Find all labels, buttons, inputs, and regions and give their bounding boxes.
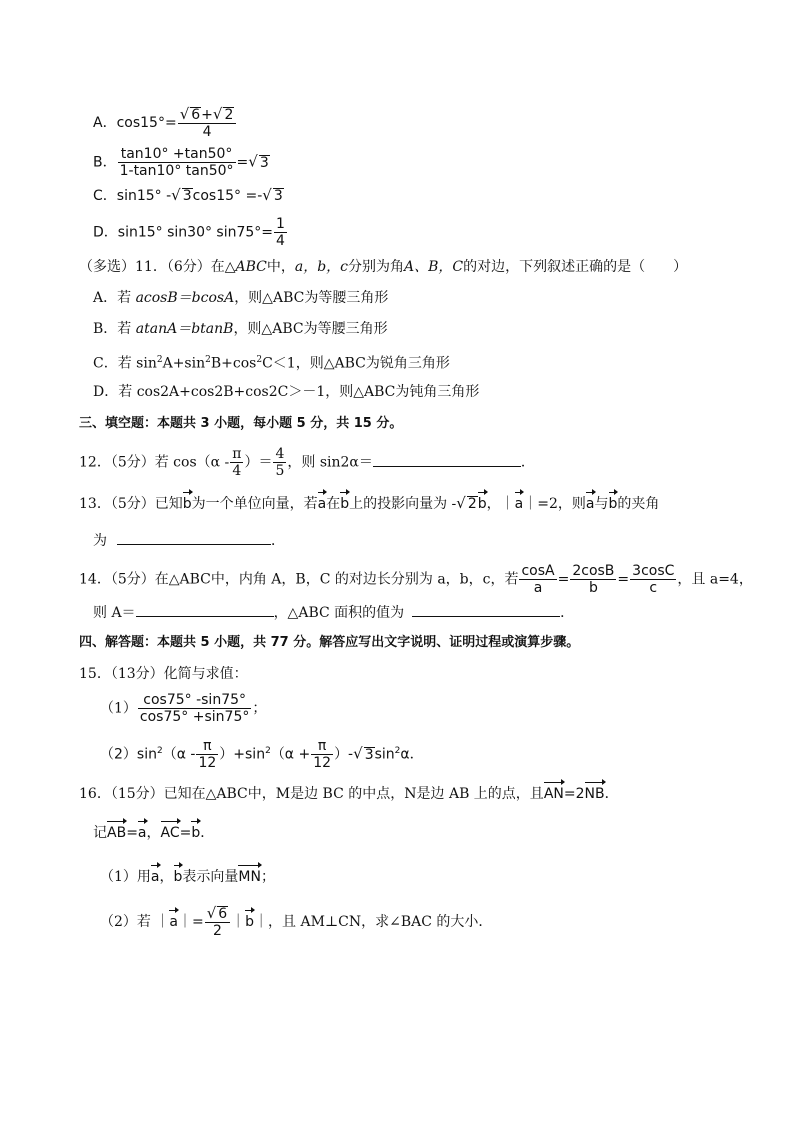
q14-line2: 则 A＝ ，△ABC 面积的值为 ．	[93, 602, 574, 622]
q11-option-d: D．若 cos2A+cos2B+cos2C＞－1，则△ABC为钝角三角形	[93, 384, 480, 400]
q10-option-d: D．sin15° sin30° sin75°= $\frac{1}{4}$	[93, 216, 285, 249]
q13-line1: 13．（5分）已知b为一个单位向量，若a在b上的投影向量为 -√ 2b，｜a｜=2，则a与b的夹角	[79, 494, 660, 512]
q11-option-b: B．若 atanA＝btanB，则△ABC为等腰三角形	[93, 321, 388, 337]
q13-answer-blank[interactable]	[117, 530, 271, 545]
q12-answer-blank[interactable]	[373, 452, 521, 467]
q11-stem: （多选）11．（6分）在△ABC中，a，b，c分别为角A、B，C的对边，下列叙述正确的是（ ）	[79, 259, 688, 275]
q14-answer-blank-a[interactable]	[136, 602, 274, 617]
q15-part1: （1） $\frac{\cos 75^\circ -\sin 75^\circ}{\cos 75^\circ +\sin 75^\circ}$ ；	[100, 692, 267, 725]
q11-option-c: C．若 $\sin^2A+\sin^2B+\cos^2C<1$，则△ABC为锐角三角形	[93, 355, 450, 372]
q16-part1: （1）用a，b表示向量MN；	[100, 869, 275, 885]
q14-line1: 14．（5分）在△ABC中，内角 A，B，C 的对边长分别为 a，b，c，若 $\frac{\cos A}{a}$ = $\frac{2\cos B}{b}$ = $\frac{3\cos C}{c}$ ，且 a=4，	[79, 563, 753, 596]
q15-stem: 15．（13分）化简与求值：	[79, 666, 248, 682]
q11-option-a: A．若 acosB＝bcosA，则△ABC为等腰三角形	[93, 290, 389, 306]
q12: 12．（5分）若 cos（α - $\frac{\pi}{4}$ ）＝ $\frac{4}{5}$ ，则 sin2α＝ ．	[79, 446, 535, 479]
q10-option-a: A．cos15°= $\frac{√ 6+√ 2}{4}$	[93, 106, 237, 140]
q16-stem: 16．（15分）已知在△ABC中，M是边 BC 的中点，N是边 AB 上的点，且AN=2NB．	[79, 786, 619, 802]
q13-line2: 为 ．	[93, 530, 285, 550]
section-4-heading: 四、解答题：本题共 5 小题，共 77 分。解答应写出文字说明、证明过程或演算步骤。	[79, 635, 580, 650]
q10-option-c: C．sin15° -√ 3cos15° =-√ 3	[93, 186, 283, 204]
q16-part2: （2）若 ｜a｜= $\frac{√ 6}{2}$ ｜b｜，且 AM⊥CN，求∠BAC 的大小．	[100, 904, 493, 939]
section-3-heading: 三、填空题：本题共 3 小题，每小题 5 分，共 15 分。	[79, 416, 403, 431]
q16-notation: 记AB=a，AC=b．	[93, 825, 215, 841]
q10-option-b: B． $\frac{\tan 10^\circ +\tan 50^\circ}{1-\tan 10^\circ \tan 50^\circ}$ =√ 3	[93, 146, 269, 179]
q14-answer-blank-area[interactable]	[412, 602, 560, 617]
q15-part2: $(2)\sin^2(\alpha$ - $\frac{\pi}{12}$ ）$+\sin^2(\alpha$ + $\frac{\pi}{12}$ ）-√ $3\sin^2\alpha$．	[100, 738, 424, 771]
